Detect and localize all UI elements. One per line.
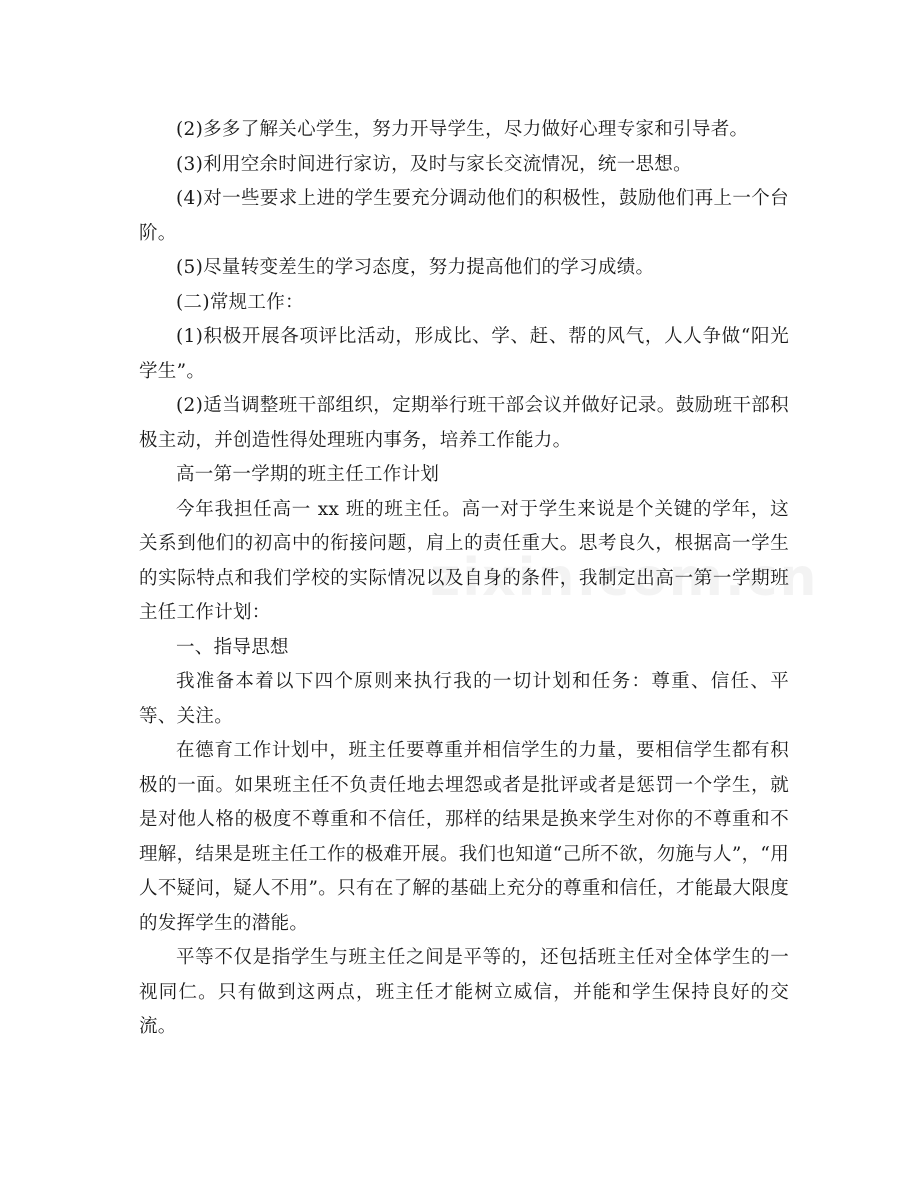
paragraph-home-visits: (3)利用空余时间进行家访，及时与家长交流情况，统一思想。 (176, 153, 692, 175)
section-heading-guiding-ideology: 一、指导思想 (176, 636, 289, 658)
document-body (139, 113, 789, 1045)
paragraph-evaluation-activities: (1)积极开展各项评比活动，形成比、学、赶、帮的风气，人人争做“阳光学生”。 (139, 326, 789, 382)
paragraph-four-principles: 我准备本着以下四个原则来执行我的一切计划和任务：尊重、信任、平等、关注。 (139, 671, 789, 727)
paragraph-counsel-students: (2)多多了解关心学生，努力开导学生，尽力做好心理专家和引导者。 (176, 119, 749, 140)
paragraph-motivate-students: (4)对一些要求上进的学生要充分调动他们的积极性，鼓励他们再上一个台阶。 (139, 188, 789, 244)
paragraph-equality: 平等不仅是指学生与班主任之间是平等的，还包括班主任对全体学生的一视同仁。只有做到这两点，班主任才能树立威信，并能和学生保持良好的交流。 (139, 947, 789, 1037)
paragraph-improve-weak-students: (5)尽量转变差生的学习态度，努力提高他们的学习成绩。 (176, 257, 655, 278)
section-heading-routine-work: (二)常规工作： (176, 291, 304, 313)
paragraph-introduction: 今年我担任高一 xx 班的班主任。高一对于学生来说是个关键的学年，这关系到他们的初高中的衔接问题，肩上的责任重大。思考良久，根据高一学生的实际特点和我们学校的实际情况以及自身的条件，我制定出高一第一学期班主任工作计划： (139, 498, 789, 623)
paragraph-class-cadres: (2)适当调整班干部组织，定期举行班干部会议并做好记录。鼓励班干部积极主动，并创造性得处理班内事务，培养工作能力。 (139, 395, 789, 451)
paragraph-respect-trust: 在德育工作计划中，班主任要尊重并相信学生的力量，要相信学生都有积极的一面。如果班主任不负责任地去埋怨或者是批评或者是惩罚一个学生，就是对他人格的极度不尊重和不信任，那样的结果是换来学生对你的不尊重和不理解，结果是班主任工作的极难开展。我们也知道“己所不欲，勿施与人”，“用人不疑问，疑人不用”。只有在了解的基础上充分的尊重和信任，才能最大限度的发挥学生的潜能。 (139, 740, 789, 934)
document-title: 高一第一学期的班主任工作计划 (176, 464, 440, 485)
